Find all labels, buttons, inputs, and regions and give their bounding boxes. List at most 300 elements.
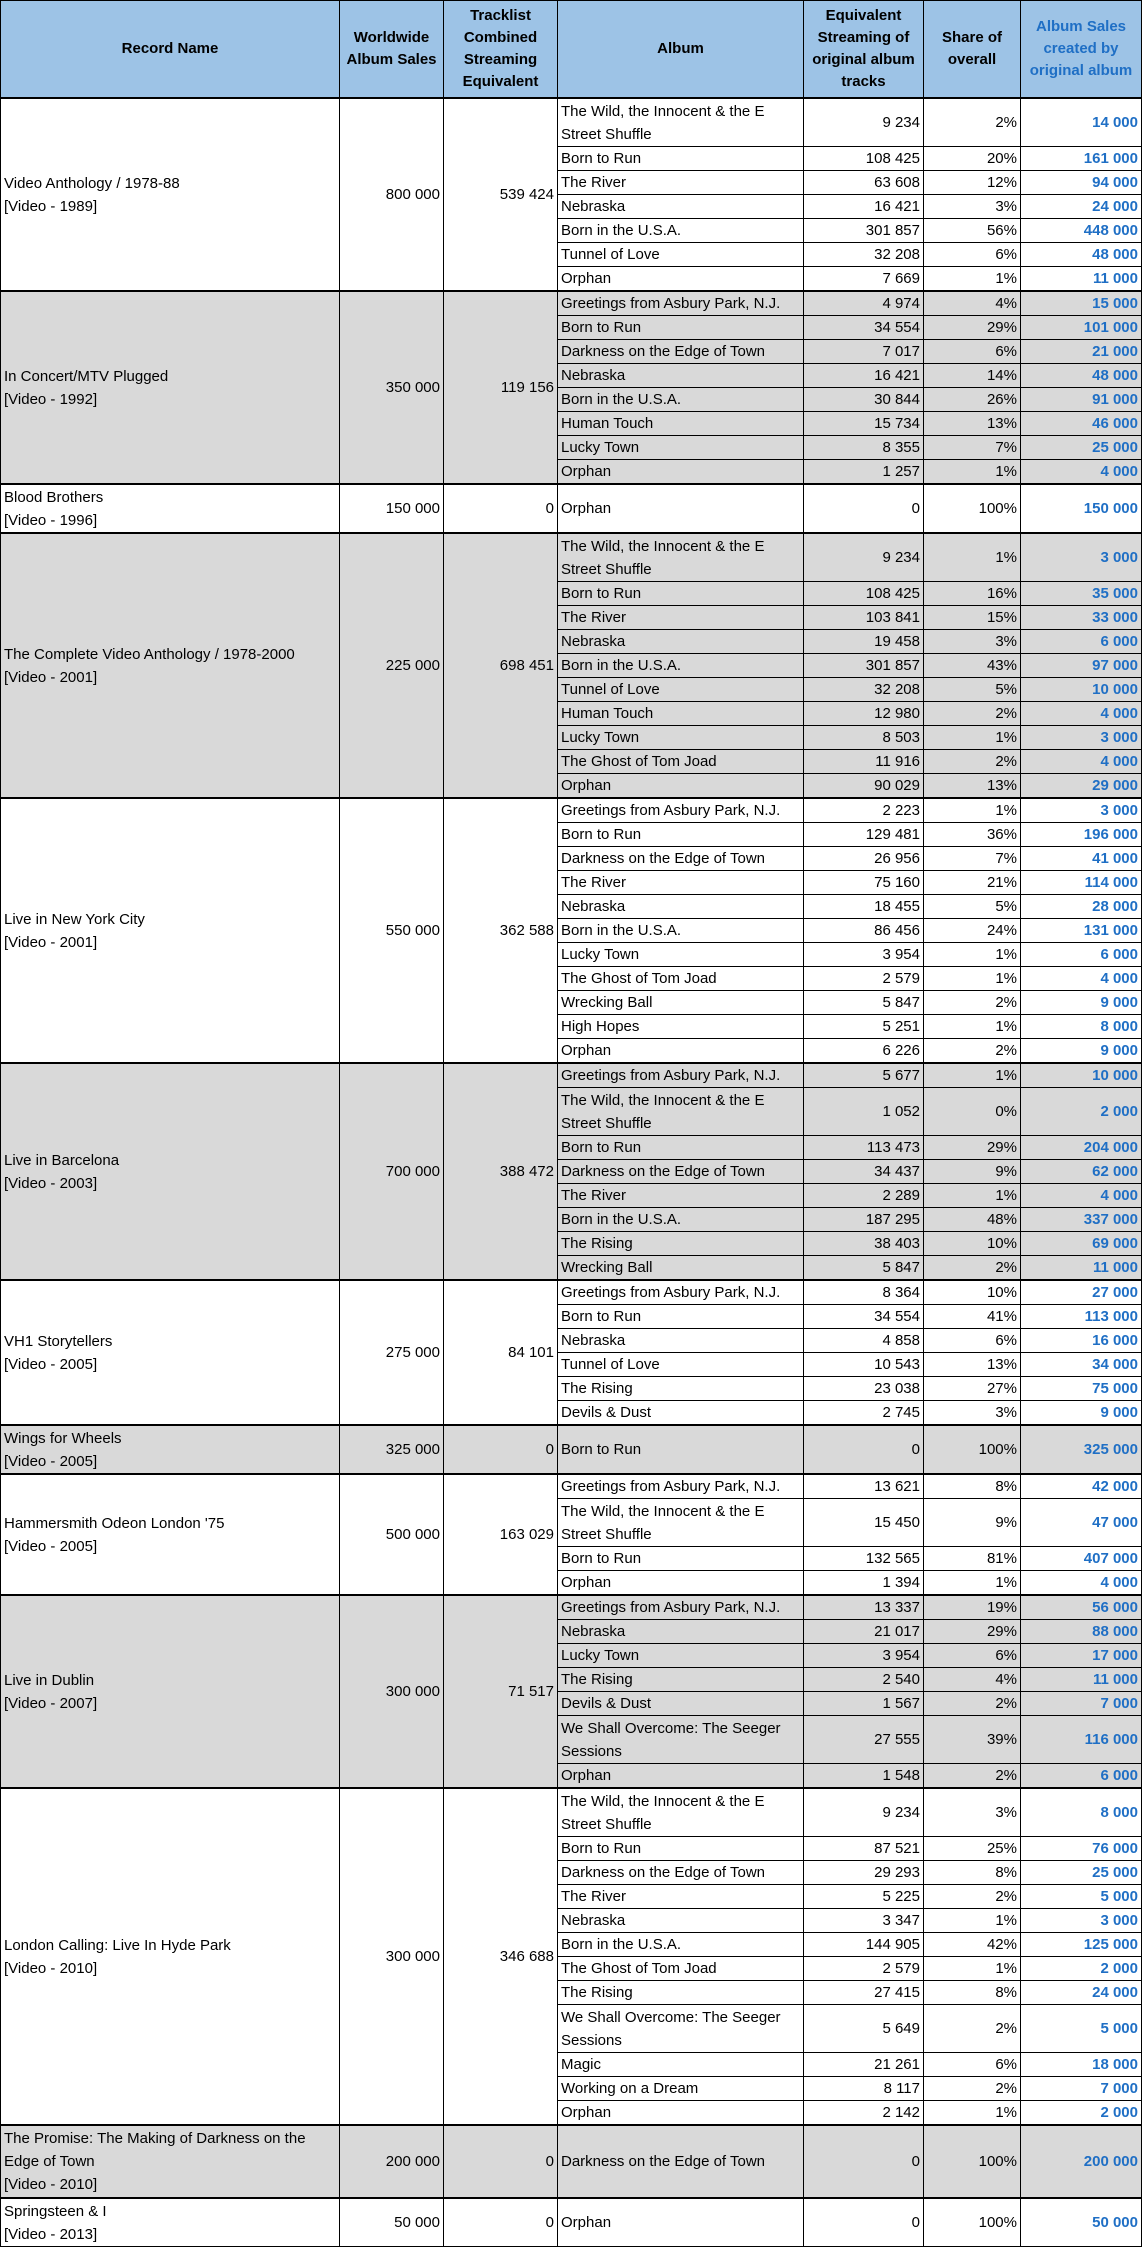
streaming-equivalent-cell: 0 xyxy=(444,2125,558,2198)
album-cell: Born to Run xyxy=(558,1547,804,1571)
record-name: The Complete Video Anthology / 1978-2000 xyxy=(4,645,295,663)
share-cell: 29% xyxy=(924,316,1021,340)
record-release: [Video - 2013] xyxy=(4,2225,98,2243)
album-cell: The Rising xyxy=(558,1377,804,1401)
share-cell: 21% xyxy=(924,871,1021,895)
equivalent-cell: 301 857 xyxy=(804,219,924,243)
record-name-cell xyxy=(1,2125,340,2198)
album-cell: Born to Run xyxy=(558,582,804,606)
share-cell: 1% xyxy=(924,967,1021,991)
album-sales-cell: 97 000 xyxy=(1021,654,1142,678)
share-cell: 19% xyxy=(924,1595,1021,1620)
share-cell: 1% xyxy=(924,2101,1021,2126)
equivalent-cell: 132 565 xyxy=(804,1547,924,1571)
record-group xyxy=(1,1425,1142,1474)
album-cell: Born to Run xyxy=(558,823,804,847)
header-row xyxy=(1,1,1142,99)
equivalent-cell: 0 xyxy=(804,484,924,533)
streaming-equivalent-cell: 119 156 xyxy=(444,291,558,484)
equivalent-cell: 63 608 xyxy=(804,171,924,195)
album-sales-cell: 5 000 xyxy=(1021,1885,1142,1909)
album-sales-cell: 17 000 xyxy=(1021,1644,1142,1668)
equivalent-cell: 187 295 xyxy=(804,1208,924,1232)
share-cell: 1% xyxy=(924,1015,1021,1039)
album-sales-cell: 15 000 xyxy=(1021,291,1142,316)
album-sales-cell: 4 000 xyxy=(1021,967,1142,991)
album-cell: Nebraska xyxy=(558,364,804,388)
album-cell: Orphan xyxy=(558,267,804,292)
album-cell: Orphan xyxy=(558,1764,804,1789)
share-cell: 27% xyxy=(924,1377,1021,1401)
album-sales-cell: 88 000 xyxy=(1021,1620,1142,1644)
record-release: [Video - 1992] xyxy=(4,390,98,408)
share-cell: 1% xyxy=(924,1571,1021,1596)
share-cell: 8% xyxy=(924,1981,1021,2005)
equivalent-cell: 2 579 xyxy=(804,1957,924,1981)
table-row xyxy=(1,1788,1142,1837)
equivalent-cell: 27 555 xyxy=(804,1716,924,1764)
streaming-equivalent-cell: 0 xyxy=(444,1425,558,1474)
equivalent-cell: 7 017 xyxy=(804,340,924,364)
record-release: [Video - 2003] xyxy=(4,1174,98,1192)
share-cell: 12% xyxy=(924,171,1021,195)
album-sales-cell: 56 000 xyxy=(1021,1595,1142,1620)
table-row xyxy=(1,1474,1142,1499)
album-sales-cell: 62 000 xyxy=(1021,1160,1142,1184)
album-cell: Greetings from Asbury Park, N.J. xyxy=(558,1280,804,1305)
record-group xyxy=(1,1595,1142,1788)
equivalent-cell: 34 554 xyxy=(804,1305,924,1329)
share-cell: 7% xyxy=(924,436,1021,460)
record-name-cell xyxy=(1,1425,340,1474)
record-name: In Concert/MTV Plugged xyxy=(4,367,169,385)
record-group xyxy=(1,1280,1142,1425)
record-name-cell xyxy=(1,484,340,533)
equivalent-cell: 16 421 xyxy=(804,195,924,219)
streaming-equivalent-cell: 346 688 xyxy=(444,1788,558,2125)
equivalent-cell: 15 734 xyxy=(804,412,924,436)
record-name-cell xyxy=(1,1474,340,1595)
equivalent-cell: 301 857 xyxy=(804,654,924,678)
record-name: VH1 Storytellers xyxy=(4,1332,113,1350)
worldwide-sales-cell: 800 000 xyxy=(340,98,444,291)
equivalent-cell: 0 xyxy=(804,2125,924,2198)
share-cell: 6% xyxy=(924,243,1021,267)
album-cell: Born to Run xyxy=(558,316,804,340)
share-cell: 2% xyxy=(924,991,1021,1015)
album-sales-cell: 4 000 xyxy=(1021,1184,1142,1208)
equivalent-cell: 1 394 xyxy=(804,1571,924,1596)
album-sales-cell: 200 000 xyxy=(1021,2125,1142,2198)
equivalent-cell: 8 117 xyxy=(804,2077,924,2101)
share-cell: 1% xyxy=(924,460,1021,485)
table-row xyxy=(1,1595,1142,1620)
album-cell: Born to Run xyxy=(558,147,804,171)
share-cell: 26% xyxy=(924,388,1021,412)
streaming-equivalent-cell: 539 424 xyxy=(444,98,558,291)
album-sales-cell: 3 000 xyxy=(1021,798,1142,823)
album-cell: The Rising xyxy=(558,1232,804,1256)
album-sales-cell: 4 000 xyxy=(1021,750,1142,774)
share-cell: 15% xyxy=(924,606,1021,630)
equivalent-cell: 12 980 xyxy=(804,702,924,726)
share-cell: 6% xyxy=(924,340,1021,364)
equivalent-cell: 11 916 xyxy=(804,750,924,774)
share-cell: 1% xyxy=(924,1957,1021,1981)
record-release: [Video - 2005] xyxy=(4,1452,98,1470)
share-cell: 81% xyxy=(924,1547,1021,1571)
equivalent-cell: 13 337 xyxy=(804,1595,924,1620)
worldwide-sales-cell: 325 000 xyxy=(340,1425,444,1474)
share-cell: 13% xyxy=(924,774,1021,799)
share-cell: 1% xyxy=(924,798,1021,823)
album-sales-cell: 3 000 xyxy=(1021,1909,1142,1933)
share-cell: 1% xyxy=(924,533,1021,582)
record-name: Wings for Wheels xyxy=(4,1429,122,1447)
share-cell: 7% xyxy=(924,847,1021,871)
album-sales-cell: 7 000 xyxy=(1021,1692,1142,1716)
equivalent-cell: 7 669 xyxy=(804,267,924,292)
streaming-equivalent-cell: 698 451 xyxy=(444,533,558,798)
album-sales-cell: 24 000 xyxy=(1021,195,1142,219)
album-cell: The Ghost of Tom Joad xyxy=(558,750,804,774)
record-group xyxy=(1,98,1142,291)
equivalent-cell: 75 160 xyxy=(804,871,924,895)
album-cell: Tunnel of Love xyxy=(558,243,804,267)
record-name-cell xyxy=(1,2198,340,2247)
share-cell: 13% xyxy=(924,412,1021,436)
equivalent-cell: 21 261 xyxy=(804,2053,924,2077)
album-cell: Wrecking Ball xyxy=(558,991,804,1015)
share-cell: 2% xyxy=(924,1692,1021,1716)
album-cell: The Wild, the Innocent & the E Street Shuffle xyxy=(558,1499,804,1547)
col-share: Share of overall xyxy=(924,1,1021,99)
album-cell: Greetings from Asbury Park, N.J. xyxy=(558,291,804,316)
share-cell: 14% xyxy=(924,364,1021,388)
album-sales-cell: 11 000 xyxy=(1021,1256,1142,1281)
equivalent-cell: 113 473 xyxy=(804,1136,924,1160)
table-row xyxy=(1,2125,1142,2198)
table-row xyxy=(1,98,1142,147)
album-sales-cell: 4 000 xyxy=(1021,702,1142,726)
share-cell: 9% xyxy=(924,1499,1021,1547)
album-cell: The River xyxy=(558,1184,804,1208)
equivalent-cell: 108 425 xyxy=(804,147,924,171)
equivalent-cell: 1 052 xyxy=(804,1088,924,1136)
album-cell: The Rising xyxy=(558,1668,804,1692)
equivalent-cell: 87 521 xyxy=(804,1837,924,1861)
share-cell: 2% xyxy=(924,2005,1021,2053)
album-cell: Orphan xyxy=(558,2101,804,2126)
album-sales-cell: 407 000 xyxy=(1021,1547,1142,1571)
album-cell: Born to Run xyxy=(558,1837,804,1861)
equivalent-cell: 2 289 xyxy=(804,1184,924,1208)
album-sales-cell: 69 000 xyxy=(1021,1232,1142,1256)
table-row xyxy=(1,1425,1142,1474)
record-name: London Calling: Live In Hyde Park xyxy=(4,1936,231,1954)
equivalent-cell: 3 954 xyxy=(804,943,924,967)
equivalent-cell: 9 234 xyxy=(804,1788,924,1837)
album-sales-cell: 125 000 xyxy=(1021,1933,1142,1957)
streaming-equivalent-cell: 0 xyxy=(444,484,558,533)
record-release: [Video - 1989] xyxy=(4,197,98,215)
album-cell: Born in the U.S.A. xyxy=(558,1933,804,1957)
record-group xyxy=(1,291,1142,484)
album-sales-cell: 2 000 xyxy=(1021,2101,1142,2126)
album-sales-cell: 25 000 xyxy=(1021,436,1142,460)
share-cell: 2% xyxy=(924,1764,1021,1789)
equivalent-cell: 16 421 xyxy=(804,364,924,388)
equivalent-cell: 108 425 xyxy=(804,582,924,606)
equivalent-cell: 2 540 xyxy=(804,1668,924,1692)
record-release: [Video - 2005] xyxy=(4,1355,98,1373)
album-cell: Tunnel of Love xyxy=(558,1353,804,1377)
share-cell: 43% xyxy=(924,654,1021,678)
album-sales-cell: 33 000 xyxy=(1021,606,1142,630)
album-cell: Nebraska xyxy=(558,195,804,219)
album-cell: We Shall Overcome: The Seeger Sessions xyxy=(558,2005,804,2053)
equivalent-cell: 15 450 xyxy=(804,1499,924,1547)
album-cell: The Wild, the Innocent & the E Street Shuffle xyxy=(558,98,804,147)
equivalent-cell: 4 858 xyxy=(804,1329,924,1353)
album-cell: The River xyxy=(558,1885,804,1909)
record-group xyxy=(1,1788,1142,2125)
equivalent-cell: 5 225 xyxy=(804,1885,924,1909)
equivalent-cell: 1 567 xyxy=(804,1692,924,1716)
album-cell: Greetings from Asbury Park, N.J. xyxy=(558,798,804,823)
record-name: Springsteen & I xyxy=(4,2202,107,2220)
album-cell: Nebraska xyxy=(558,1909,804,1933)
album-cell: Human Touch xyxy=(558,702,804,726)
share-cell: 36% xyxy=(924,823,1021,847)
album-sales-cell: 5 000 xyxy=(1021,2005,1142,2053)
equivalent-cell: 9 234 xyxy=(804,533,924,582)
album-cell: The Wild, the Innocent & the E Street Shuffle xyxy=(558,533,804,582)
album-cell: The Ghost of Tom Joad xyxy=(558,1957,804,1981)
album-sales-cell: 11 000 xyxy=(1021,267,1142,292)
album-cell: The Wild, the Innocent & the E Street Shuffle xyxy=(558,1088,804,1136)
share-cell: 6% xyxy=(924,1329,1021,1353)
album-sales-cell: 27 000 xyxy=(1021,1280,1142,1305)
album-cell: Born in the U.S.A. xyxy=(558,219,804,243)
equivalent-cell: 2 579 xyxy=(804,967,924,991)
album-cell: Lucky Town xyxy=(558,726,804,750)
share-cell: 100% xyxy=(924,2198,1021,2247)
album-sales-cell: 3 000 xyxy=(1021,533,1142,582)
record-release: [Video - 2001] xyxy=(4,668,98,686)
record-name-cell xyxy=(1,1788,340,2125)
table-row xyxy=(1,1063,1142,1088)
share-cell: 1% xyxy=(924,726,1021,750)
album-cell: Born in the U.S.A. xyxy=(558,388,804,412)
record-group xyxy=(1,533,1142,798)
album-sales-cell: 24 000 xyxy=(1021,1981,1142,2005)
album-cell: Born in the U.S.A. xyxy=(558,654,804,678)
share-cell: 1% xyxy=(924,267,1021,292)
album-sales-cell: 116 000 xyxy=(1021,1716,1142,1764)
table-row xyxy=(1,291,1142,316)
streaming-equivalent-cell: 0 xyxy=(444,2198,558,2247)
album-sales-cell: 4 000 xyxy=(1021,1571,1142,1596)
album-sales-cell: 16 000 xyxy=(1021,1329,1142,1353)
album-cell: Working on a Dream xyxy=(558,2077,804,2101)
worldwide-sales-cell: 300 000 xyxy=(340,1788,444,2125)
album-cell: The River xyxy=(558,171,804,195)
album-sales-cell: 3 000 xyxy=(1021,726,1142,750)
equivalent-cell: 6 226 xyxy=(804,1039,924,1064)
worldwide-sales-cell: 150 000 xyxy=(340,484,444,533)
album-sales-cell: 50 000 xyxy=(1021,2198,1142,2247)
share-cell: 6% xyxy=(924,2053,1021,2077)
share-cell: 10% xyxy=(924,1280,1021,1305)
record-name: The Promise: The Making of Darkness on the Edge of Town xyxy=(4,2130,306,2170)
table-row xyxy=(1,798,1142,823)
album-cell: Lucky Town xyxy=(558,436,804,460)
album-cell: Nebraska xyxy=(558,895,804,919)
equivalent-cell: 34 437 xyxy=(804,1160,924,1184)
album-sales-cell: 2 000 xyxy=(1021,1088,1142,1136)
streaming-equivalent-cell: 163 029 xyxy=(444,1474,558,1595)
record-group xyxy=(1,798,1142,1063)
share-cell: 0% xyxy=(924,1088,1021,1136)
album-sales-cell: 10 000 xyxy=(1021,1063,1142,1088)
album-cell: The Wild, the Innocent & the E Street Shuffle xyxy=(558,1788,804,1837)
equivalent-cell: 86 456 xyxy=(804,919,924,943)
equivalent-cell: 5 847 xyxy=(804,1256,924,1281)
album-sales-cell: 21 000 xyxy=(1021,340,1142,364)
album-sales-cell: 48 000 xyxy=(1021,364,1142,388)
album-cell: Tunnel of Love xyxy=(558,678,804,702)
share-cell: 10% xyxy=(924,1232,1021,1256)
worldwide-sales-cell: 550 000 xyxy=(340,798,444,1063)
share-cell: 8% xyxy=(924,1861,1021,1885)
record-name-cell xyxy=(1,533,340,798)
worldwide-sales-cell: 50 000 xyxy=(340,2198,444,2247)
equivalent-cell: 5 649 xyxy=(804,2005,924,2053)
worldwide-sales-cell: 300 000 xyxy=(340,1595,444,1788)
album-sales-cell: 325 000 xyxy=(1021,1425,1142,1474)
equivalent-cell: 1 548 xyxy=(804,1764,924,1789)
share-cell: 2% xyxy=(924,1256,1021,1281)
album-cell: Born to Run xyxy=(558,1425,804,1474)
album-cell: We Shall Overcome: The Seeger Sessions xyxy=(558,1716,804,1764)
album-cell: Lucky Town xyxy=(558,1644,804,1668)
album-sales-cell: 9 000 xyxy=(1021,991,1142,1015)
record-name-cell xyxy=(1,1063,340,1280)
album-sales-cell: 75 000 xyxy=(1021,1377,1142,1401)
share-cell: 3% xyxy=(924,195,1021,219)
album-cell: Greetings from Asbury Park, N.J. xyxy=(558,1063,804,1088)
equivalent-cell: 26 956 xyxy=(804,847,924,871)
share-cell: 1% xyxy=(924,1184,1021,1208)
album-cell: Born in the U.S.A. xyxy=(558,919,804,943)
share-cell: 2% xyxy=(924,2077,1021,2101)
album-cell: The River xyxy=(558,871,804,895)
album-sales-cell: 448 000 xyxy=(1021,219,1142,243)
equivalent-cell: 27 415 xyxy=(804,1981,924,2005)
album-sales-cell: 18 000 xyxy=(1021,2053,1142,2077)
streaming-equivalent-cell: 388 472 xyxy=(444,1063,558,1280)
album-cell: Darkness on the Edge of Town xyxy=(558,1160,804,1184)
equivalent-cell: 13 621 xyxy=(804,1474,924,1499)
record-name-cell xyxy=(1,1280,340,1425)
album-cell: High Hopes xyxy=(558,1015,804,1039)
album-sales-cell: 7 000 xyxy=(1021,2077,1142,2101)
table-row xyxy=(1,533,1142,582)
share-cell: 42% xyxy=(924,1933,1021,1957)
share-cell: 56% xyxy=(924,219,1021,243)
album-sales-cell: 28 000 xyxy=(1021,895,1142,919)
album-cell: Nebraska xyxy=(558,630,804,654)
share-cell: 39% xyxy=(924,1716,1021,1764)
album-sales-cell: 48 000 xyxy=(1021,243,1142,267)
record-group xyxy=(1,484,1142,533)
equivalent-cell: 4 974 xyxy=(804,291,924,316)
album-cell: Born to Run xyxy=(558,1305,804,1329)
streaming-equivalent-cell: 84 101 xyxy=(444,1280,558,1425)
share-cell: 24% xyxy=(924,919,1021,943)
equivalent-cell: 8 503 xyxy=(804,726,924,750)
album-sales-cell: 196 000 xyxy=(1021,823,1142,847)
equivalent-cell: 5 677 xyxy=(804,1063,924,1088)
album-cell: Darkness on the Edge of Town xyxy=(558,847,804,871)
album-sales-cell: 6 000 xyxy=(1021,943,1142,967)
share-cell: 100% xyxy=(924,1425,1021,1474)
album-sales-cell: 6 000 xyxy=(1021,630,1142,654)
album-cell: The Ghost of Tom Joad xyxy=(558,967,804,991)
record-group xyxy=(1,2198,1142,2247)
record-release: [Video - 2010] xyxy=(4,1959,98,1977)
album-cell: Orphan xyxy=(558,484,804,533)
share-cell: 3% xyxy=(924,1788,1021,1837)
share-cell: 29% xyxy=(924,1136,1021,1160)
album-sales-cell: 25 000 xyxy=(1021,1861,1142,1885)
record-release: [Video - 2001] xyxy=(4,933,98,951)
equivalent-cell: 3 347 xyxy=(804,1909,924,1933)
album-cell: Lucky Town xyxy=(558,943,804,967)
album-sales-cell: 76 000 xyxy=(1021,1837,1142,1861)
album-cell: Born to Run xyxy=(558,1136,804,1160)
record-name: Video Anthology / 1978-88 xyxy=(4,174,180,192)
record-name-cell xyxy=(1,1595,340,1788)
album-sales-cell: 11 000 xyxy=(1021,1668,1142,1692)
record-name: Live in New York City xyxy=(4,910,145,928)
album-cell: Magic xyxy=(558,2053,804,2077)
album-sales-cell: 8 000 xyxy=(1021,1788,1142,1837)
album-sales-cell: 94 000 xyxy=(1021,171,1142,195)
album-cell: Orphan xyxy=(558,1039,804,1064)
share-cell: 100% xyxy=(924,2125,1021,2198)
album-cell: Wrecking Ball xyxy=(558,1256,804,1281)
album-sales-cell: 46 000 xyxy=(1021,412,1142,436)
equivalent-cell: 32 208 xyxy=(804,678,924,702)
col-equivalent-streaming: Equivalent Streaming of original album tracks xyxy=(804,1,924,99)
share-cell: 2% xyxy=(924,1039,1021,1064)
album-cell: Darkness on the Edge of Town xyxy=(558,1861,804,1885)
col-record-name: Record Name xyxy=(1,1,340,99)
share-cell: 5% xyxy=(924,678,1021,702)
equivalent-cell: 2 142 xyxy=(804,2101,924,2126)
table-row xyxy=(1,1280,1142,1305)
album-sales-cell: 150 000 xyxy=(1021,484,1142,533)
album-cell: Devils & Dust xyxy=(558,1401,804,1426)
equivalent-cell: 9 234 xyxy=(804,98,924,147)
equivalent-cell: 8 355 xyxy=(804,436,924,460)
streaming-equivalent-cell: 71 517 xyxy=(444,1595,558,1788)
share-cell: 6% xyxy=(924,1644,1021,1668)
album-sales-cell: 8 000 xyxy=(1021,1015,1142,1039)
album-cell: Greetings from Asbury Park, N.J. xyxy=(558,1595,804,1620)
